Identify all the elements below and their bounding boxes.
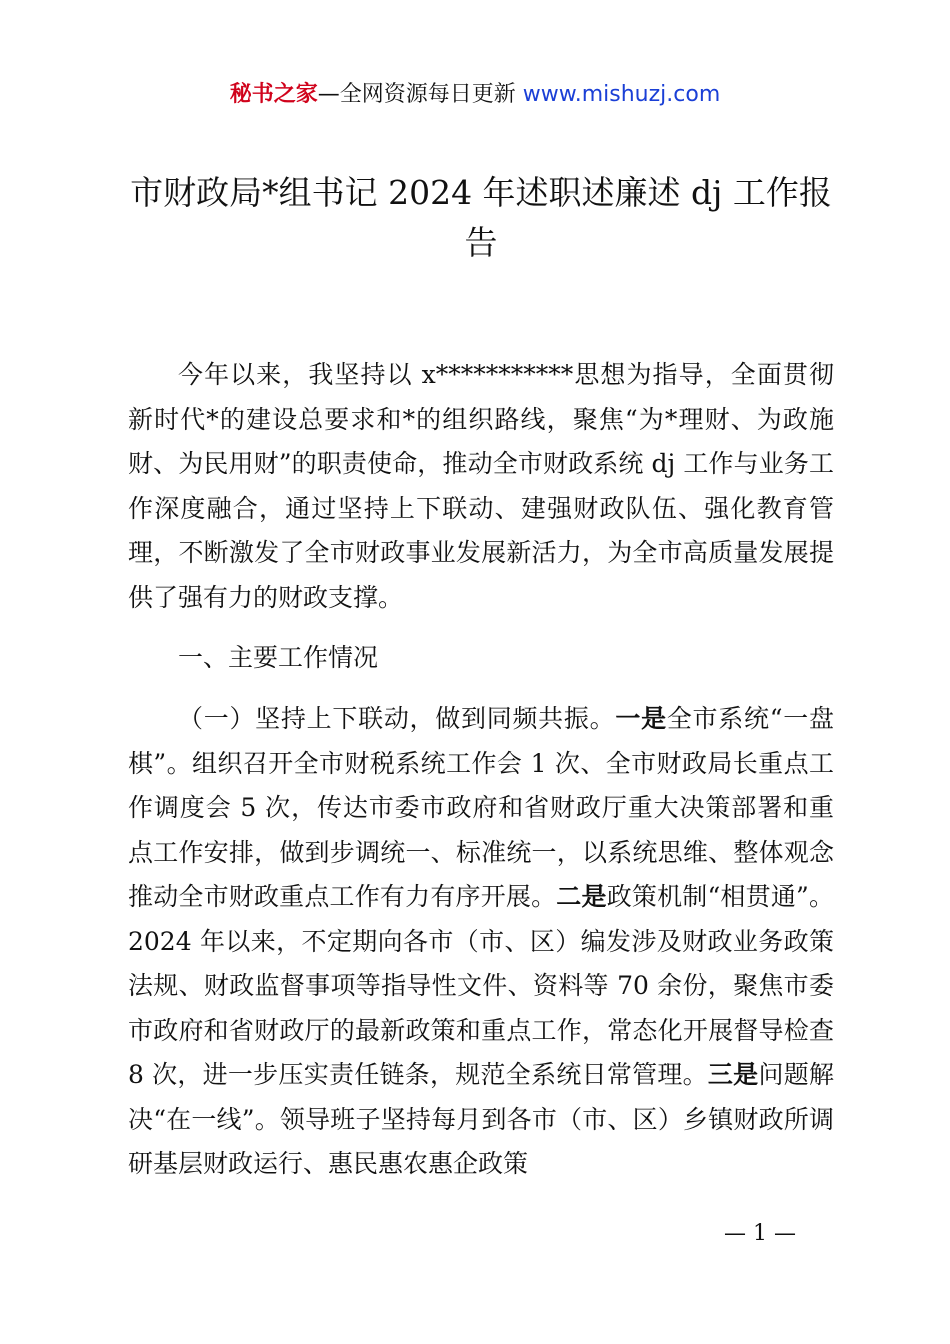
point-marker-1: 一是 [615, 704, 667, 733]
site-url-link[interactable]: www.mishuzj.com [522, 82, 721, 107]
work-paragraph [128, 697, 834, 1187]
site-header [0, 80, 950, 110]
point-text-1: 全市系统“一盘棋”。组织召开全市财税系统工作会 1 次、全市财政局长重点工作调度会 5 次，传达市委市政府和省财政厅重大决策部署和重点工作安排，做到步调统一、标准统一，以系统思维、整体观念推动全市财政重点工作有力有序开展。 [128, 704, 834, 911]
document-title: 市财政局*组书记 2024 年述职述廉述 dj 工作报告 [130, 173, 832, 262]
point-marker-3: 三是 [707, 1060, 759, 1089]
point-text-3: 问题解决“在一线”。领导班子坚持每月到各市（市、区）乡镇财政所调研基层财政运行、惠民惠农惠企政策 [128, 1060, 834, 1178]
brand-name: 秘书之家 [229, 82, 318, 107]
header-tagline: —全网资源每日更新 [317, 82, 516, 107]
section-heading: 一、主要工作情况 [178, 643, 379, 672]
intro-paragraph: 今年以来，我坚持以 x***********思想为指导，全面贯彻新时代*的建设总要求和*的组织路线，聚焦“为*理财、为政施财、为民用财”的职责使命，推动全市财政系统 dj 工作与业务工作深度融合，通过坚持上下联动、建强财政队伍、强化教育管理，不断激发了全市财政事业发展新活力，为全市高质量发展提供了强有力的财政支撑。 [128, 360, 834, 612]
point-marker-2: 二是 [556, 882, 607, 911]
paragraph-lead: （一）坚持上下联动，做到同频共振。 [178, 704, 616, 733]
point-text-2: 政策机制“相贯通”。2024 年以来，不定期向各市（市、区）编发涉及财政业务政策法规、财政监督事项等指导性文件、资料等 70 余份，聚焦市委市政府和省财政厅的最新政策和重点工作，常态化开展督导检查 8 次，进一步压实责任链条，规范全系统日常管理。 [128, 882, 834, 1089]
page-number: — 1 — [724, 1221, 796, 1246]
